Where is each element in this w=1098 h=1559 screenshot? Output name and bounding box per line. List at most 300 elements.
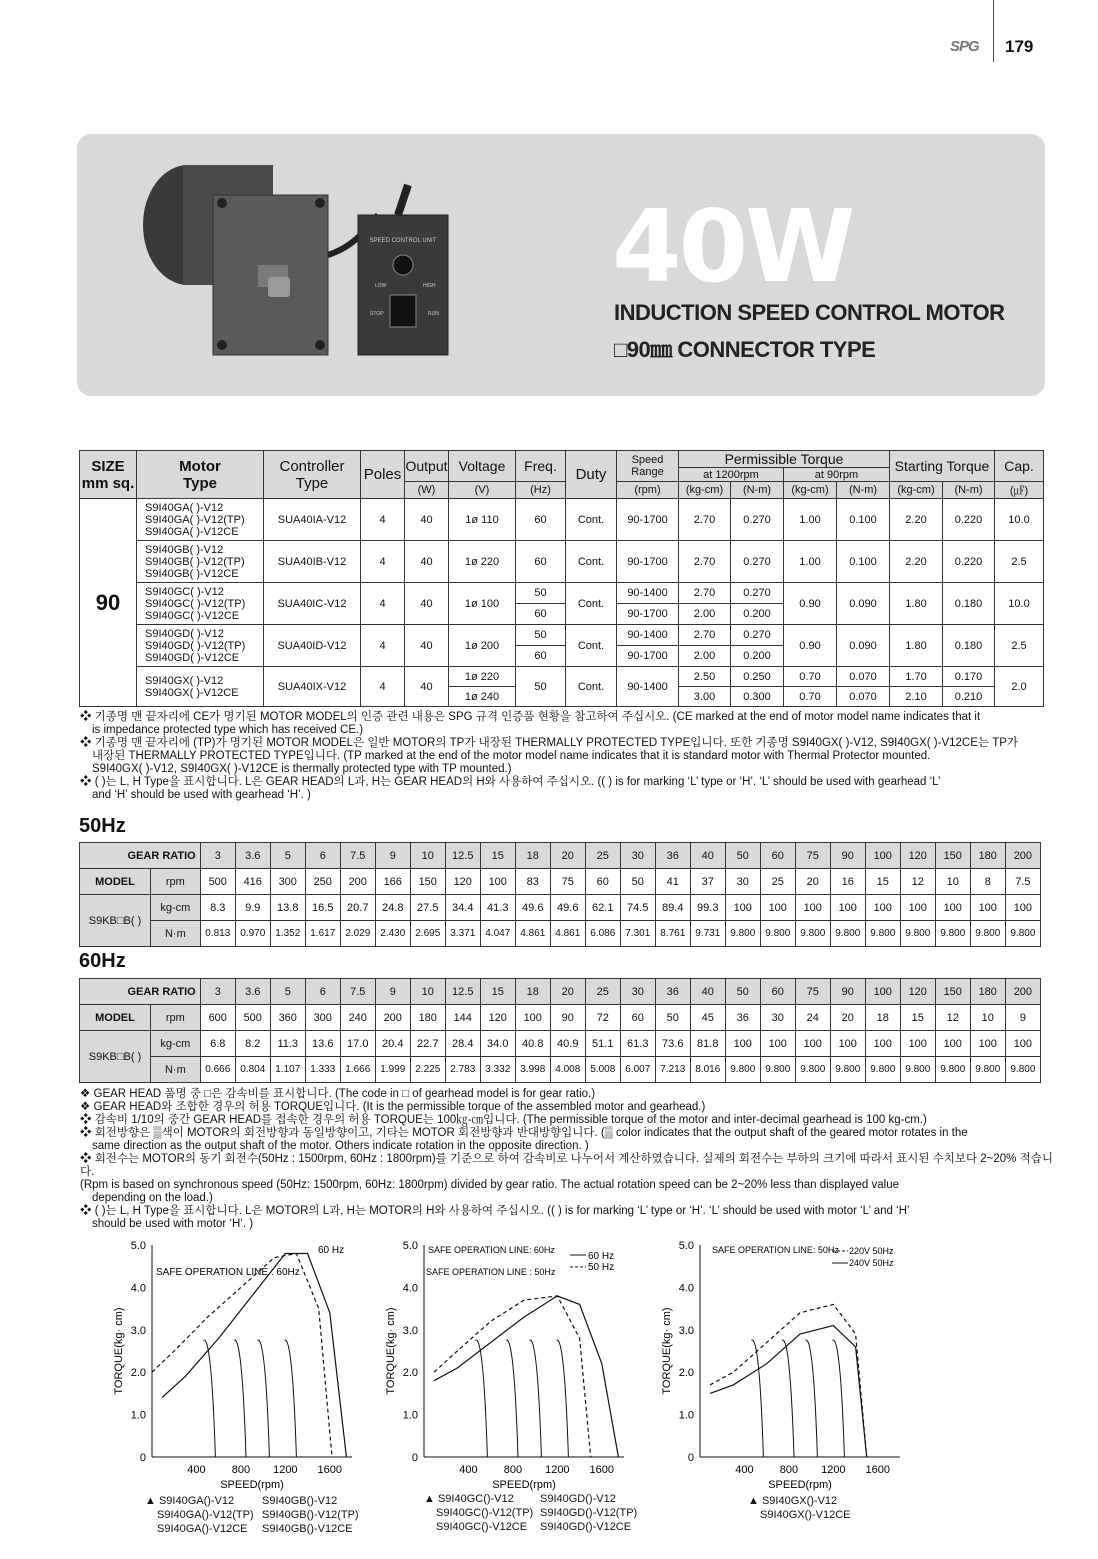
gear-ratio-cell: 5 xyxy=(270,979,305,1005)
photo-high-label: HIGH xyxy=(423,283,436,289)
kgcm-cell: 9.9 xyxy=(235,895,270,921)
nm-cell: 9.800 xyxy=(725,1057,760,1083)
kgcm-cell: 100 xyxy=(1005,1031,1040,1057)
label-safe-60: SAFE OPERATION LINE: 60Hz xyxy=(428,1245,555,1255)
rpm-cell: 12 xyxy=(935,1005,970,1031)
kgcm-cell: 27.5 xyxy=(410,895,445,921)
start-torque-kgcm: 2.20 xyxy=(890,499,943,541)
start-torque-kgcm: 1.80 xyxy=(890,625,943,667)
torque-1200-kgcm: 2.70 xyxy=(679,541,731,583)
gear-ratio-cell: 12.5 xyxy=(445,843,480,869)
gear-ratio-cell: 50 xyxy=(725,843,760,869)
rpm-cell: 500 xyxy=(200,869,235,895)
nm-cell: 0.804 xyxy=(235,1057,270,1083)
nm-cell: 2.029 xyxy=(340,921,375,947)
gear-ratio-cell: 20 xyxy=(550,843,585,869)
nm-cell: 8.016 xyxy=(690,1057,725,1083)
series-line xyxy=(434,1296,618,1457)
rpm-cell: 20 xyxy=(830,1005,865,1031)
gear-ratio-cell: 200 xyxy=(1005,979,1040,1005)
torque-90-nm: 0.100 xyxy=(837,541,890,583)
rpm-cell: 45 xyxy=(690,1005,725,1031)
gear-ratio-cell: 5 xyxy=(270,843,305,869)
kgcm-cell: 34.0 xyxy=(480,1031,515,1057)
torque-90-kgcm: 0.70 xyxy=(784,667,837,687)
x-tick-label: 400 xyxy=(735,1464,754,1476)
kgcm-cell: 34.4 xyxy=(445,895,480,921)
y-axis-title: TORQUE(kg· cm) xyxy=(113,1307,125,1395)
torque-1200-nm: 0.300 xyxy=(731,687,784,707)
chart1-legend-a: ▲ S9I40GA()-V12 S9I40GA()-V12(TP) S9I40GA()-V12CE xyxy=(145,1495,254,1535)
rpm-cell: 12 xyxy=(900,869,935,895)
start-torque-kgcm: 1.80 xyxy=(890,583,943,625)
speed-range: 90-1700 xyxy=(617,604,679,625)
freq: 60 xyxy=(516,646,566,667)
kgcm-label: kg-cm xyxy=(151,895,201,921)
kgcm-cell: 40.8 xyxy=(515,1031,550,1057)
rpm-cell: 50 xyxy=(655,1005,690,1031)
key-220-label: 220V 50Hz xyxy=(849,1246,894,1256)
nm-cell: 0.666 xyxy=(200,1057,235,1083)
nm-cell: 9.800 xyxy=(760,1057,795,1083)
gear-ratio-cell: 60 xyxy=(760,979,795,1005)
torque-90-nm: 0.070 xyxy=(837,687,890,707)
gear-table-60hz xyxy=(79,978,1041,1083)
output: 40 xyxy=(405,583,449,625)
rpm-cell: 90 xyxy=(550,1005,585,1031)
gear-ratio-cell: 3.6 xyxy=(235,979,270,1005)
kgcm-cell: 100 xyxy=(1005,895,1040,921)
gear-ratio-cell: 25 xyxy=(585,979,620,1005)
nm-cell: 3.332 xyxy=(480,1057,515,1083)
output: 40 xyxy=(405,499,449,541)
torque-90-kgcm: 0.70 xyxy=(784,687,837,707)
x-tick-label: 800 xyxy=(779,1464,799,1476)
start-torque-kgcm: 2.10 xyxy=(890,687,943,707)
kgcm-cell: 100 xyxy=(795,895,830,921)
gear-ratio-cell: 3 xyxy=(200,843,235,869)
y-tick-label: 3.0 xyxy=(130,1324,146,1337)
motor-type: S9I40GD( )-V12 S9I40GD( )-V12(TP) S9I40GD( )-V12CE xyxy=(137,625,264,667)
nm-cell: 9.800 xyxy=(970,1057,1005,1083)
rpm-cell: 50 xyxy=(620,869,655,895)
kgcm-cell: 100 xyxy=(970,1031,1005,1057)
kgcm-cell: 100 xyxy=(725,1031,760,1057)
freq: 50 xyxy=(516,667,566,707)
nm-cell: 9.800 xyxy=(1005,921,1040,947)
notes-gear xyxy=(80,1088,1060,1231)
header-divider xyxy=(993,0,994,62)
rpm-cell: 10 xyxy=(970,1005,1005,1031)
kgcm-cell: 49.6 xyxy=(550,895,585,921)
rpm-cell: 10 xyxy=(935,869,970,895)
kgcm-cell: 81.8 xyxy=(690,1031,725,1057)
note-line: ❖ 회전수는 MOTOR의 동기 회전수(50Hz : 1500rpm, 60Hz : 1800rpm)를 기준으로 하여 감속비로 나누어서 계산하였습니다. 실제의 회전수는 부하의 크기에 따라서 표시된 수치보다 2~20% 적습니다. xyxy=(80,1153,1053,1178)
note-line: S9I40GX( )-V12, S9I40GX( )-V12CE is thermally protected type with TP mounted.) xyxy=(92,763,512,775)
gear-ratio-cell: 150 xyxy=(935,979,970,1005)
controller-type: SUA40ID-V12 xyxy=(264,625,361,667)
photo-stop-label: STOP xyxy=(370,311,384,317)
gear-ratio-cell: 90 xyxy=(830,979,865,1005)
rpm-cell: 15 xyxy=(900,1005,935,1031)
product-subtitle: INDUCTION SPEED CONTROL MOTOR xyxy=(614,300,1005,325)
controller-type: SUA40IB-V12 xyxy=(264,541,361,583)
th-unit-kgcm: (kg-cm) xyxy=(890,482,943,499)
th-freq: Freq. xyxy=(516,451,566,482)
x-tick-label: 1200 xyxy=(821,1464,846,1476)
kgcm-cell: 13.8 xyxy=(270,895,305,921)
gear-table-50hz xyxy=(79,842,1041,947)
poles: 4 xyxy=(361,499,405,541)
rpm-cell: 120 xyxy=(480,1005,515,1031)
torque-1200-nm: 0.270 xyxy=(731,541,784,583)
gear-ratio-cell: 90 xyxy=(830,843,865,869)
table-row xyxy=(80,499,1044,541)
x-tick-label: 1600 xyxy=(589,1464,615,1476)
nm-cell: 9.731 xyxy=(690,921,725,947)
rpm-cell: 20 xyxy=(795,869,830,895)
kgcm-cell: 100 xyxy=(830,895,865,921)
nm-cell: 9.800 xyxy=(865,1057,900,1083)
table-row xyxy=(80,843,1041,869)
torque-1200-kgcm: 2.70 xyxy=(679,625,731,646)
torque-90-kgcm: 0.90 xyxy=(784,583,837,625)
rpm-cell: 30 xyxy=(760,1005,795,1031)
kgcm-cell: 20.4 xyxy=(375,1031,410,1057)
duty: Cont. xyxy=(566,541,617,583)
th-poles: Poles xyxy=(361,451,405,499)
gear-ratio-cell: 75 xyxy=(795,979,830,1005)
gear-ratio-cell: 7.5 xyxy=(340,979,375,1005)
kgcm-cell: 16.5 xyxy=(305,895,340,921)
gear-ratio-cell: 50 xyxy=(725,979,760,1005)
th-unit-kgcm: (kg-cm) xyxy=(784,482,837,499)
nm-cell: 9.800 xyxy=(935,1057,970,1083)
y-tick-label: 0 xyxy=(411,1452,418,1464)
th-unit-uf: (㎌) xyxy=(995,482,1044,499)
rpm-cell: 72 xyxy=(585,1005,620,1031)
nm-cell: 4.008 xyxy=(550,1057,585,1083)
note-line: ❖ ( )는 L, H Type을 표시합니다. L은 MOTOR의 L과, H는 MOTOR의 H와 사용하여 주십시오. (( ) is for marking ‘L’ type or ‘H’. ‘L’ should be used with motor ‘L’ and ‘H’ xyxy=(80,1205,910,1217)
rpm-cell: 15 xyxy=(865,869,900,895)
th-size: SIZE mm sq. xyxy=(80,451,137,499)
kgcm-cell: 99.3 xyxy=(690,895,725,921)
torque-1200-nm: 0.270 xyxy=(731,499,784,541)
th-unit-w: (W) xyxy=(405,482,449,499)
series-line xyxy=(710,1326,867,1457)
kgcm-cell: 40.9 xyxy=(550,1031,585,1057)
torque-90-kgcm: 0.90 xyxy=(784,625,837,667)
nm-cell: 9.800 xyxy=(935,921,970,947)
nm-cell: 7.301 xyxy=(620,921,655,947)
gear-ratio-cell: 6 xyxy=(305,979,340,1005)
kgcm-cell: 41.3 xyxy=(480,895,515,921)
th-output: Output xyxy=(405,451,449,482)
torque-90-nm: 0.090 xyxy=(837,583,890,625)
x-tick-label: 800 xyxy=(503,1464,523,1476)
kgcm-cell: 100 xyxy=(935,1031,970,1057)
gear-ratio-cell: 3.6 xyxy=(235,843,270,869)
th-unit-hz: (Hz) xyxy=(516,482,566,499)
th-unit-kgcm: (kg-cm) xyxy=(679,482,731,499)
kgcm-cell: 8.2 xyxy=(235,1031,270,1057)
nm-cell: 5.008 xyxy=(585,1057,620,1083)
x-axis-title: SPEED(rpm) xyxy=(220,1479,284,1491)
rpm-cell: 300 xyxy=(270,869,305,895)
y-tick-label: 4.0 xyxy=(130,1282,146,1295)
rpm-cell: 150 xyxy=(410,869,445,895)
rpm-cell: 16 xyxy=(830,869,865,895)
nm-cell: 2.225 xyxy=(410,1057,445,1083)
duty: Cont. xyxy=(566,667,617,707)
table-row xyxy=(80,895,1041,921)
gear-ratio-cell: 180 xyxy=(970,843,1005,869)
output: 40 xyxy=(405,667,449,707)
x-tick-label: 400 xyxy=(187,1464,206,1476)
nm-cell: 1.107 xyxy=(270,1057,305,1083)
kgcm-cell: 100 xyxy=(865,895,900,921)
rpm-cell: 100 xyxy=(480,869,515,895)
page-number: 179 xyxy=(1005,37,1034,56)
chart3-legend: ▲ S9I40GX()-V12 S9I40GX()-V12CE xyxy=(748,1495,851,1521)
torque-90-nm: 0.100 xyxy=(837,499,890,541)
gear-ratio-cell: 7.5 xyxy=(340,843,375,869)
key-60-label: 60 Hz xyxy=(588,1251,615,1262)
speed-curve xyxy=(475,1340,487,1457)
voltage: 1ø 220 xyxy=(449,667,516,687)
kgcm-cell: 100 xyxy=(795,1031,830,1057)
model-label: MODEL xyxy=(80,1005,151,1031)
gear-ratio-cell: 20 xyxy=(550,979,585,1005)
freq: 50 xyxy=(516,625,566,646)
capacitor: 10.0 xyxy=(995,583,1044,625)
torque-90-kgcm: 1.00 xyxy=(784,499,837,541)
x-tick-label: 800 xyxy=(231,1464,251,1476)
kgcm-cell: 100 xyxy=(760,1031,795,1057)
note-line: ❖ GEAR HEAD와 조합한 경우의 허용 TORQUE입니다. (It is the permissible torque of the assembled motor and gearhead.) xyxy=(80,1101,706,1113)
speed-curve xyxy=(832,1340,844,1457)
note-line: depending on the load.) xyxy=(92,1192,213,1204)
y-tick-label: 1.0 xyxy=(678,1409,694,1422)
duty: Cont. xyxy=(566,583,617,625)
speed-curve xyxy=(257,1340,269,1457)
gear-ratio-cell: 3 xyxy=(200,979,235,1005)
nm-cell: 2.695 xyxy=(410,921,445,947)
y-tick-label: 2.0 xyxy=(402,1367,418,1380)
table-row xyxy=(80,1031,1041,1057)
rpm-cell: 144 xyxy=(445,1005,480,1031)
y-tick-label: 1.0 xyxy=(130,1409,146,1422)
nm-cell: 1.333 xyxy=(305,1057,340,1083)
rpm-cell: 24 xyxy=(795,1005,830,1031)
note-line: ❖ 기종명 맨 끝자리에 (TP)가 명기된 MOTOR MODEL은 일반 MOTOR의 TP가 내장된 THERMALLY PROTECTED TYPE입니다. 또한 기종명 S9I40GX( )-V12, S9I40GX( )-V12CE는 TP가 xyxy=(80,737,1018,749)
nm-cell: 6.086 xyxy=(585,921,620,947)
gear-ratio-cell: 18 xyxy=(515,843,550,869)
x-tick-label: 1600 xyxy=(317,1464,343,1476)
capacitor: 2.0 xyxy=(995,667,1044,707)
kgcm-cell: 89.4 xyxy=(655,895,690,921)
nm-cell: 4.047 xyxy=(480,921,515,947)
rpm-cell: 83 xyxy=(515,869,550,895)
motor-type: S9I40GB( )-V12 S9I40GB( )-V12(TP) S9I40GB( )-V12CE xyxy=(137,541,264,583)
key-50-label: 50 Hz xyxy=(588,1262,615,1273)
start-torque-nm: 0.170 xyxy=(943,667,995,687)
th-unit-rpm: (rpm) xyxy=(617,482,679,499)
kgcm-cell: 8.3 xyxy=(200,895,235,921)
label-safe-50: SAFE OPERATION LINE : 50Hz xyxy=(426,1267,556,1277)
rpm-cell: 120 xyxy=(445,869,480,895)
freq: 50 xyxy=(516,583,566,604)
kgcm-cell: 6.8 xyxy=(200,1031,235,1057)
note-line: ❖ 감속비 1/10의 중간 GEAR HEAD를 접속한 경우의 허용 TORQUE는 100㎏-㎝입니다. (The permissible torque of the motor and inter-decimal gearhead is 100 kg-cm.) xyxy=(80,1114,927,1126)
kgcm-cell: 100 xyxy=(970,895,1005,921)
kgcm-cell: 100 xyxy=(760,895,795,921)
rpm-cell: 416 xyxy=(235,869,270,895)
note-line: same direction as the output shaft of the motor. Others indicate rotation in the opposite direction. ) xyxy=(92,1140,589,1152)
speed-curve xyxy=(805,1340,817,1457)
kgcm-cell: 100 xyxy=(725,895,760,921)
motor-type: S9I40GA( )-V12 S9I40GA( )-V12(TP) S9I40GA( )-V12CE xyxy=(137,499,264,541)
rpm-label: rpm xyxy=(151,1005,201,1031)
nm-cell: 9.800 xyxy=(900,921,935,947)
rpm-cell: 18 xyxy=(865,1005,900,1031)
rpm-cell: 166 xyxy=(375,869,410,895)
speed-curve xyxy=(556,1340,568,1457)
speed-curve xyxy=(529,1340,541,1457)
gear-ratio-cell: 10 xyxy=(410,979,445,1005)
start-torque-nm: 0.180 xyxy=(943,625,995,667)
y-tick-label: 3.0 xyxy=(678,1324,694,1337)
y-tick-label: 0 xyxy=(687,1452,694,1464)
nm-cell: 9.800 xyxy=(900,1057,935,1083)
torque-1200-kgcm: 3.00 xyxy=(679,687,731,707)
gear-ratio-cell: 36 xyxy=(655,843,690,869)
kgcm-cell: 17.0 xyxy=(340,1031,375,1057)
kgcm-cell: 100 xyxy=(935,895,970,921)
torque-90-kgcm: 1.00 xyxy=(784,541,837,583)
capacitor: 2.5 xyxy=(995,625,1044,667)
nm-cell: 9.800 xyxy=(760,921,795,947)
note-line: (Rpm is based on synchronous speed (50Hz: 1500rpm, 60Hz: 1800rpm) divided by gear ratio. The actual rotation speed can be 2~20% less than displayed value xyxy=(80,1179,900,1191)
label-60hz: 60 Hz xyxy=(318,1245,345,1256)
kgcm-cell: 62.1 xyxy=(585,895,620,921)
gear-ratio-cell: 15 xyxy=(480,843,515,869)
notes-spec xyxy=(80,711,1060,802)
rpm-cell: 240 xyxy=(340,1005,375,1031)
speed-range: 90-1700 xyxy=(617,646,679,667)
rpm-label: rpm xyxy=(151,869,201,895)
nm-cell: 0.813 xyxy=(200,921,235,947)
nm-cell: 1.999 xyxy=(375,1057,410,1083)
kgcm-cell: 100 xyxy=(865,1031,900,1057)
nm-cell: 9.800 xyxy=(795,921,830,947)
torque-1200-kgcm: 2.70 xyxy=(679,499,731,541)
chart2-legend-a: ▲ S9I40GC()-V12 S9I40GC()-V12(TP) S9I40GC()-V12CE xyxy=(424,1493,534,1533)
kgcm-cell: 100 xyxy=(830,1031,865,1057)
poles: 4 xyxy=(361,583,405,625)
gear-ratio-cell: 9 xyxy=(375,979,410,1005)
start-torque-kgcm: 1.70 xyxy=(890,667,943,687)
rpm-cell: 600 xyxy=(200,1005,235,1031)
gear-ratio-label: GEAR RATIO xyxy=(80,979,201,1005)
chart2-legend-b: S9I40GD()-V12 S9I40GD()-V12(TP) S9I40GD()-V12CE xyxy=(540,1493,638,1533)
chart1-legend-b: S9I40GB()-V12 S9I40GB()-V12(TP) S9I40GB()-V12CE xyxy=(262,1495,359,1535)
rpm-cell: 300 xyxy=(305,1005,340,1031)
kgcm-label: kg-cm xyxy=(151,1031,201,1057)
gear-ratio-cell: 150 xyxy=(935,843,970,869)
photo-unit-label: SPEED CONTROL UNIT xyxy=(369,238,437,244)
gear-ratio-cell: 40 xyxy=(690,843,725,869)
note-line: and ‘H’ should be used with gearhead ‘H’. ) xyxy=(92,789,311,801)
y-tick-label: 4.0 xyxy=(678,1282,694,1295)
kgcm-cell: 100 xyxy=(900,895,935,921)
kgcm-cell: 73.6 xyxy=(655,1031,690,1057)
motor-type: S9I40GX( )-V12 S9I40GX( )-V12CE xyxy=(137,667,264,707)
torque-1200-kgcm: 2.50 xyxy=(679,667,731,687)
kgcm-cell: 100 xyxy=(900,1031,935,1057)
photo-run-label: RUN xyxy=(428,311,439,317)
torque-1200-kgcm: 2.70 xyxy=(679,583,731,604)
torque-chart-gc-gd xyxy=(380,1235,640,1495)
nm-cell: 2.430 xyxy=(375,921,410,947)
th-motor: Motor Type xyxy=(137,451,264,499)
model-name: S9KB□B( ) xyxy=(80,895,151,947)
y-tick-label: 5.0 xyxy=(130,1240,146,1252)
start-torque-nm: 0.180 xyxy=(943,583,995,625)
gear-ratio-cell: 30 xyxy=(620,979,655,1005)
kgcm-cell: 22.7 xyxy=(410,1031,445,1057)
nm-cell: 9.800 xyxy=(830,1057,865,1083)
motor-type: S9I40GC( )-V12 S9I40GC( )-V12(TP) S9I40GC( )-V12CE xyxy=(137,583,264,625)
start-torque-kgcm: 2.20 xyxy=(890,541,943,583)
series-line xyxy=(152,1254,332,1458)
gear-ratio-cell: 180 xyxy=(970,979,1005,1005)
y-axis-title: TORQUE(kg· cm) xyxy=(385,1307,397,1395)
kgcm-cell: 11.3 xyxy=(270,1031,305,1057)
note-line: ❖ 기종명 맨 끝자리에 CE가 명기된 MOTOR MODEL의 인증 관련 내용은 SPG 규격 인증품 현황을 참고하여 주십시오. (CE marked at the end of motor model name indicates that it xyxy=(80,711,981,723)
duty: Cont. xyxy=(566,625,617,667)
rpm-cell: 180 xyxy=(410,1005,445,1031)
note-line: ❖ GEAR HEAD 품명 중 □은 감속비를 표시합니다. (The code in □ of gearhead model is for gear ratio.) xyxy=(80,1088,596,1100)
start-torque-nm: 0.220 xyxy=(943,541,995,583)
gear-ratio-cell: 10 xyxy=(410,843,445,869)
speed-range: 90-1400 xyxy=(617,583,679,604)
freq: 60 xyxy=(516,541,566,583)
y-tick-label: 2.0 xyxy=(130,1367,146,1380)
speed-curve xyxy=(506,1340,518,1457)
gear-ratio-cell: 6 xyxy=(305,843,340,869)
model-label: MODEL xyxy=(80,869,151,895)
th-unit-nm: (N-m) xyxy=(731,482,784,499)
kgcm-cell: 13.6 xyxy=(305,1031,340,1057)
nm-cell: 9.800 xyxy=(865,921,900,947)
th-start-torque: Starting Torque xyxy=(890,451,995,482)
th-controller: Controller Type xyxy=(264,451,361,499)
spec-table xyxy=(79,450,1044,707)
x-tick-label: 400 xyxy=(459,1464,478,1476)
speed-range: 90-1400 xyxy=(617,667,679,707)
poles: 4 xyxy=(361,667,405,707)
size-value: 90 xyxy=(80,499,137,707)
kgcm-cell: 24.8 xyxy=(375,895,410,921)
speed-curve xyxy=(284,1340,296,1457)
table-row xyxy=(80,1005,1041,1031)
torque-1200-kgcm: 2.00 xyxy=(679,646,731,667)
torque-1200-nm: 0.250 xyxy=(731,667,784,687)
y-tick-label: 0 xyxy=(139,1452,146,1464)
table-row xyxy=(80,979,1041,1005)
rpm-cell: 360 xyxy=(270,1005,305,1031)
